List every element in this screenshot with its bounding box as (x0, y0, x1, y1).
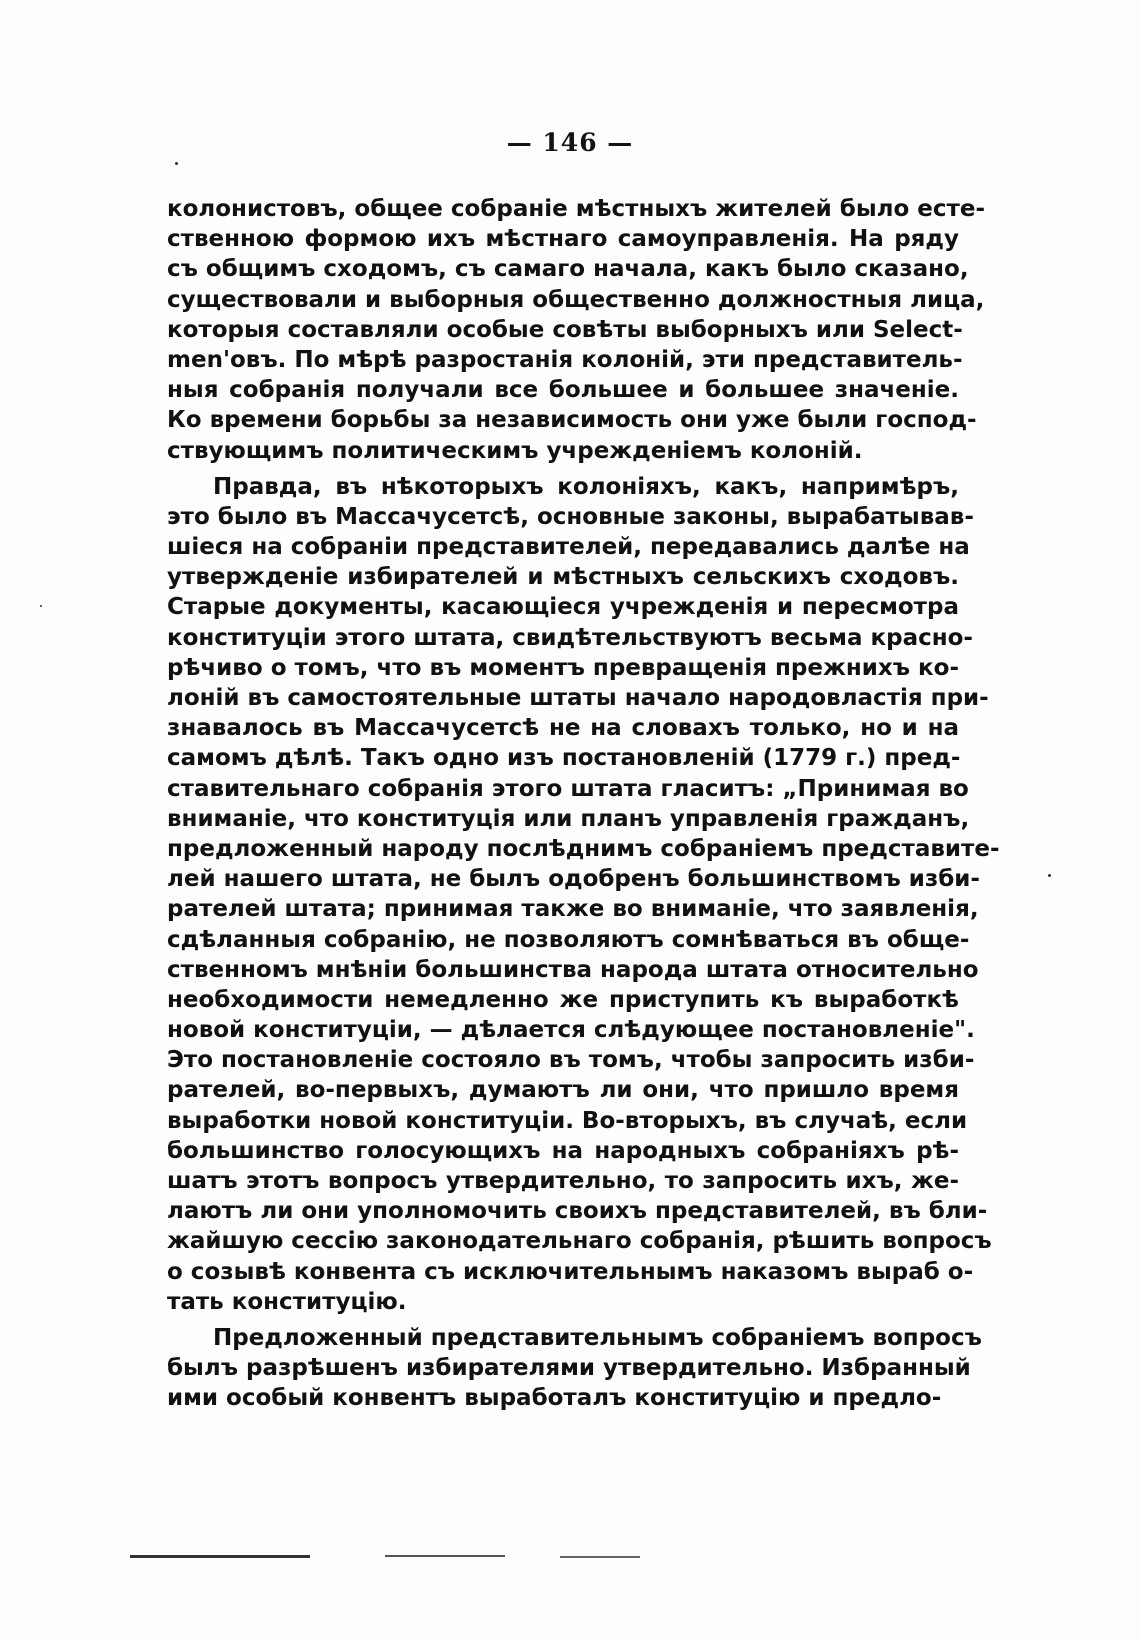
text-line: рателей штата; принимая также во вниманіе, что заявленія, (167, 896, 979, 923)
text-line: съ общимъ сходомъ, съ самаго начала, какъ было сказано, (167, 256, 969, 283)
text-line: Старые документы, касающіеся учрежденія и пересмотра (167, 594, 959, 621)
text-line: большинство голосующихъ на народныхъ собраніяхъ рѣ- (167, 1137, 959, 1164)
text-line: знавалось въ Массачусетсѣ не на словахъ только, но и на (167, 715, 959, 742)
text-line: ствующимъ политическимъ учрежденіемъ колоній. (167, 437, 863, 464)
text-line: это было въ Массачусетсѣ, основные законы, вырабатывав- (167, 503, 974, 530)
text-line: предложенный народу послѣднимъ собраніемъ представите- (167, 835, 1000, 862)
text-line: существовали и выборныя общественно должностныя лица, (167, 286, 985, 313)
text-line: необходимости немедленно же приступить къ выработкѣ (167, 986, 959, 1013)
text-line: рѣчиво о томъ, что въ моментъ превращенія прежнихъ ко- (167, 654, 959, 681)
scan-speck (175, 162, 178, 165)
text-line: лей нашего штата, не былъ одобренъ большинствомъ изби- (167, 866, 980, 893)
text-line: сдѣланныя собранію, не позволяютъ сомнѣваться въ обще- (167, 926, 970, 953)
text-line: выработки новой конституціи. Во-вторыхъ, въ случаѣ, если (167, 1107, 968, 1134)
text-line: шіеся на собраніи представителей, передавались далѣе на (167, 534, 970, 561)
text-line: лаютъ ли они уполномочить своихъ представителей, въ бли- (167, 1198, 988, 1225)
text-line: Ко времени борьбы за независимость они уже были господ- (167, 407, 977, 434)
text-line: вниманіе, что конституція или планъ управленія гражданъ, (167, 805, 970, 832)
text-line: men'овъ. По мѣрѣ разростанія колоній, эти представитель- (167, 346, 963, 373)
scan-edge-rule (560, 1556, 640, 1558)
text-line: рателей, во-первыхъ, думаютъ ли они, что пришло время (167, 1077, 959, 1104)
text-line: утвержденіе избирателей и мѣстныхъ сельскихъ сходовъ. (167, 564, 959, 591)
text-line: Предложенный представительнымъ собраніемъ вопросъ (213, 1324, 982, 1351)
text-line: Это постановленіе состояло въ томъ, чтобы запросить изби- (167, 1047, 975, 1074)
paragraph (167, 194, 985, 466)
text-line: конституціи этого штата, свидѣтельствуютъ весьма красно- (167, 624, 973, 651)
text-line: Правда, въ нѣкоторыхъ колоніяхъ, какъ, напримѣръ, (213, 473, 959, 500)
text-line: ственномъ мнѣніи большинства народа штата относительно (167, 956, 979, 983)
text-line: которыя составляли особые совѣты выборныхъ или Select- (167, 316, 963, 343)
text-line: жайшую сессію законодательнаго собранія, рѣшить вопросъ (167, 1228, 992, 1255)
body-text (167, 194, 1000, 1420)
text-line: новой конституціи, — дѣлается слѣдующее постановленіе". (167, 1017, 975, 1044)
page-number: — 146 — (506, 128, 634, 157)
text-line: колонистовъ, общее собраніе мѣстныхъ жителей было есте- (167, 196, 985, 222)
scan-speck (1048, 874, 1051, 877)
text-line: самомъ дѣлѣ. Такъ одно изъ постановленій (1779 г.) пред- (167, 745, 961, 772)
scan-speck (40, 605, 42, 607)
text-line: ственною формою ихъ мѣстнаго самоуправленія. На ряду (167, 226, 959, 253)
text-line: тать конституцію. (167, 1288, 407, 1315)
scan-edge-rule (385, 1555, 505, 1557)
text-line: былъ разрѣшенъ избирателями утвердительно. Избранный (167, 1355, 971, 1382)
text-line: ставительнаго собранія этого штата гласитъ: „Принимая во (167, 775, 969, 802)
text-line: шатъ этотъ вопросъ утвердительно, то запросить ихъ, же- (167, 1168, 959, 1194)
text-line: о созывѣ конвента съ исключительнымъ наказомъ выраб о- (167, 1258, 974, 1285)
scan-edge-rule (130, 1555, 310, 1558)
paragraph (167, 1323, 982, 1414)
text-line: ныя собранія получали все большее и большее значеніе. (167, 377, 959, 404)
paragraph (167, 472, 1000, 1317)
text-line: ими особый конвентъ выработалъ конституцію и предло- (167, 1385, 942, 1412)
text-line: лоній въ самостоятельные штаты начало народовластія при- (167, 685, 989, 711)
